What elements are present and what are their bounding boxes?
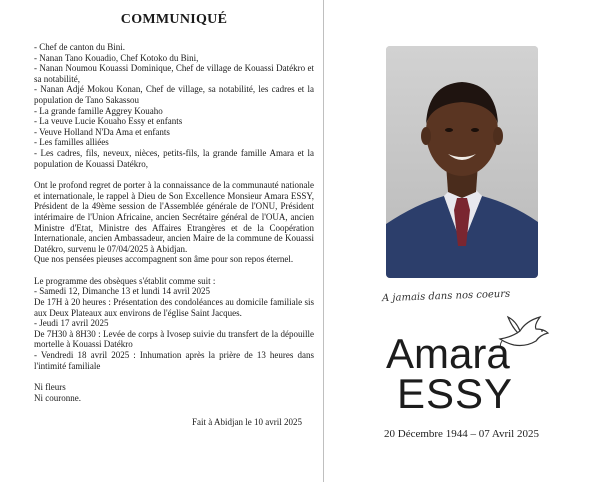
life-dates: 20 Décembre 1944 – 07 Avril 2025 xyxy=(384,428,539,440)
family-list-item: - Nanan Tano Kouadio, Chef Kotoko du Bini, xyxy=(34,52,199,63)
portrait-photo xyxy=(386,46,538,278)
family-list-item: - Veuve Holland N'Da Ama et enfants xyxy=(34,126,170,137)
announcement-paragraph: Ont le profond regret de porter à la connaissance de la communauté nationale et internationale, le rappel à Dieu de Son Excellence Monsieur Amara ESSY, Président de la 49ème session de l'Assemblée générale de l'ONU, Président intérimaire de l'Union Africaine, ancien Secrétaire général de l'OUA, ancien Ministre d'Etat, Ministre des Affaires Etrangères et de la Coopération Internationale, ancien Ambassadeur, ancien Maire de la commune de Kouassi Datékro, survenu le 07/04/2025 à Abidjan. xyxy=(34,180,314,254)
closing-line: Ni fleurs xyxy=(34,382,66,393)
programme-title: Le programme des obsèques s'établit comme suit : xyxy=(34,275,216,286)
programme-item: De 17H à 20 heures : Présentation des condoléances au domicile familiale sis aux Deux Plateaux aux environs de l'église Saint Jacques. xyxy=(34,297,314,318)
family-list-item: - Nanan Noumou Kouassi Dominique, Chef de village de Kouassi Datékro et sa notabilité, xyxy=(34,63,314,84)
family-list-item: - Nanan Adjé Mokou Konan, Chef de village, sa notabilité, les cadres et la population de Tano Sakassou xyxy=(34,84,314,105)
signature-line: Fait à Abidjan le 10 avril 2025 xyxy=(192,417,302,428)
programme-item: De 7H30 à 8H30 : Levée de corps à Ivosep suivie du transfert de la dépouille mortelle à Kouassi Datékro xyxy=(34,328,314,350)
programme-item: - Samedi 12, Dimanche 13 et lundi 14 avril 2025 xyxy=(34,286,210,297)
deceased-first-name: Amara xyxy=(386,330,510,377)
family-list xyxy=(34,42,314,169)
memorial-panel xyxy=(324,0,599,482)
family-list-item: - Les cadres, fils, neveux, nièces, petits-fils, la grande famille Amara et la population de Kouassi Datékro, xyxy=(34,147,314,169)
family-list-item: - Chef de canton du Bini. xyxy=(34,42,125,52)
deceased-last-name: ESSY xyxy=(397,370,514,417)
programme-item: - Jeudi 17 avril 2025 xyxy=(34,318,109,329)
family-list-item: - La veuve Lucie Kouaho Essy et enfants xyxy=(34,116,183,127)
family-list-item: - La grande famille Aggrey Kouaho xyxy=(34,105,163,116)
programme-list xyxy=(34,286,314,371)
programme-item: - Vendredi 18 avril 2025 : Inhumation après la prière de 13 heures dans l'intimité familiale xyxy=(34,350,314,371)
portrait-illustration xyxy=(386,46,538,278)
communique-title: COMMUNIQUÉ xyxy=(120,12,228,27)
prayer-paragraph: Que nos pensées pieuses accompagnent son âme pour son repos éternel. xyxy=(34,254,294,265)
memorial-motto: A jamais dans nos coeurs xyxy=(381,288,511,305)
closing-line: Ni couronne. xyxy=(34,392,81,403)
family-list-item: - Les familles alliées xyxy=(34,137,109,148)
